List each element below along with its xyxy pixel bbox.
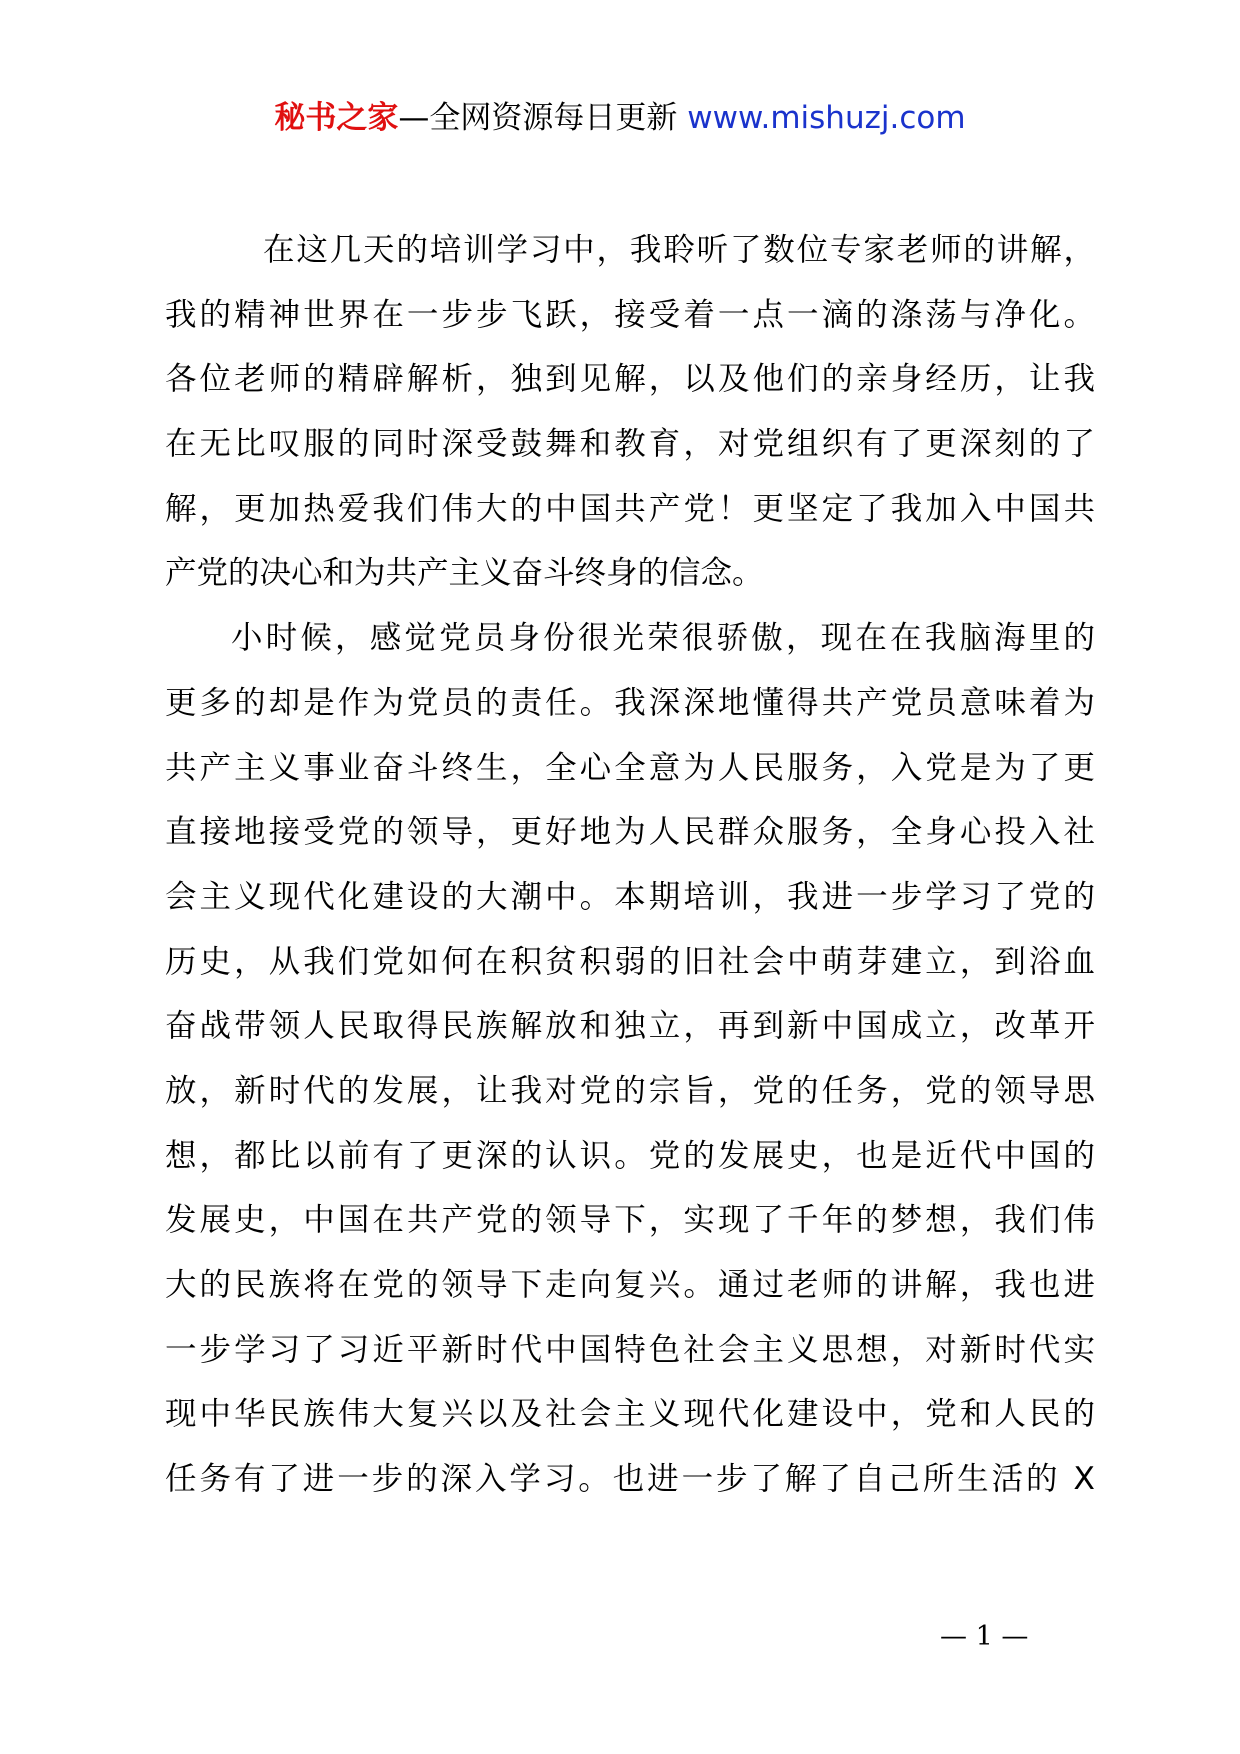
paragraph-2 xyxy=(165,606,1095,1512)
paragraph-line: 想，都比以前有了更深的认识。党的发展史，也是近代中国的 xyxy=(165,1137,1095,1174)
paragraph-line: 大的民族将在党的领导下走向复兴。通过老师的讲解，我也进 xyxy=(165,1267,1095,1303)
paragraph-line: 解，更加热爱我们伟大的中国共产党！更坚定了我加入中国共 xyxy=(165,490,1095,527)
document-body xyxy=(165,218,1095,1512)
page-number: — 1 — xyxy=(940,1621,1029,1652)
page-header xyxy=(0,96,1240,140)
paragraph-line: 直接地接受党的领导，更好地为人民群众服务，全身心投入社 xyxy=(165,814,1095,851)
paragraph-line: 更多的却是作为党员的责任。我深深地懂得共产党员意味着为 xyxy=(165,684,1095,721)
paragraph-line: 放，新时代的发展，让我对党的宗旨，党的任务，党的领导思 xyxy=(165,1072,1095,1109)
paragraph-line: 在这几天的培训学习中，我聆听了数位专家老师的讲解， xyxy=(263,232,1095,268)
paragraph-line: 产党的决心和为共产主义奋斗终身的信念。 xyxy=(165,555,764,592)
paragraph-line: 会主义现代化建设的大潮中。本期培训，我进一步学习了党的 xyxy=(165,878,1095,915)
paragraph-line: 一步学习了习近平新时代中国特色社会主义思想，对新时代实 xyxy=(165,1331,1095,1368)
paragraph-line: 我的精神世界在一步步飞跃，接受着一点一滴的涤荡与净化。 xyxy=(165,296,1095,333)
brand-name: 秘书之家 xyxy=(274,100,399,136)
paragraph-line: 共产主义事业奋斗终生，全心全意为人民服务，入党是为了更 xyxy=(165,749,1095,786)
site-url-link[interactable]: www.mishuzj.com xyxy=(677,100,966,136)
paragraph-line: 现中华民族伟大复兴以及社会主义现代化建设中，党和人民的 xyxy=(165,1396,1095,1433)
paragraph-line: 发展史，中国在共产党的领导下，实现了千年的梦想，我们伟 xyxy=(165,1202,1095,1239)
paragraph-1 xyxy=(165,218,1095,606)
paragraph-line: 任务有了进一步的深入学习。也进一步了解了自己所生活的 X xyxy=(165,1461,1095,1498)
paragraph-line: 奋战带领人民取得民族解放和独立，再到新中国成立，改革开 xyxy=(165,1008,1095,1045)
header-tagline: —全网资源每日更新 xyxy=(398,100,678,136)
paragraph-line: 历史，从我们党如何在积贫积弱的旧社会中萌芽建立，到浴血 xyxy=(165,943,1095,980)
paragraph-line: 各位老师的精辟解析，独到见解，以及他们的亲身经历，让我 xyxy=(165,361,1095,398)
paragraph-line: 在无比叹服的同时深受鼓舞和教育，对党组织有了更深刻的了 xyxy=(165,426,1095,463)
paragraph-line: 小时候，感觉党员身份很光荣很骄傲，现在在我脑海里的 xyxy=(231,620,1095,657)
